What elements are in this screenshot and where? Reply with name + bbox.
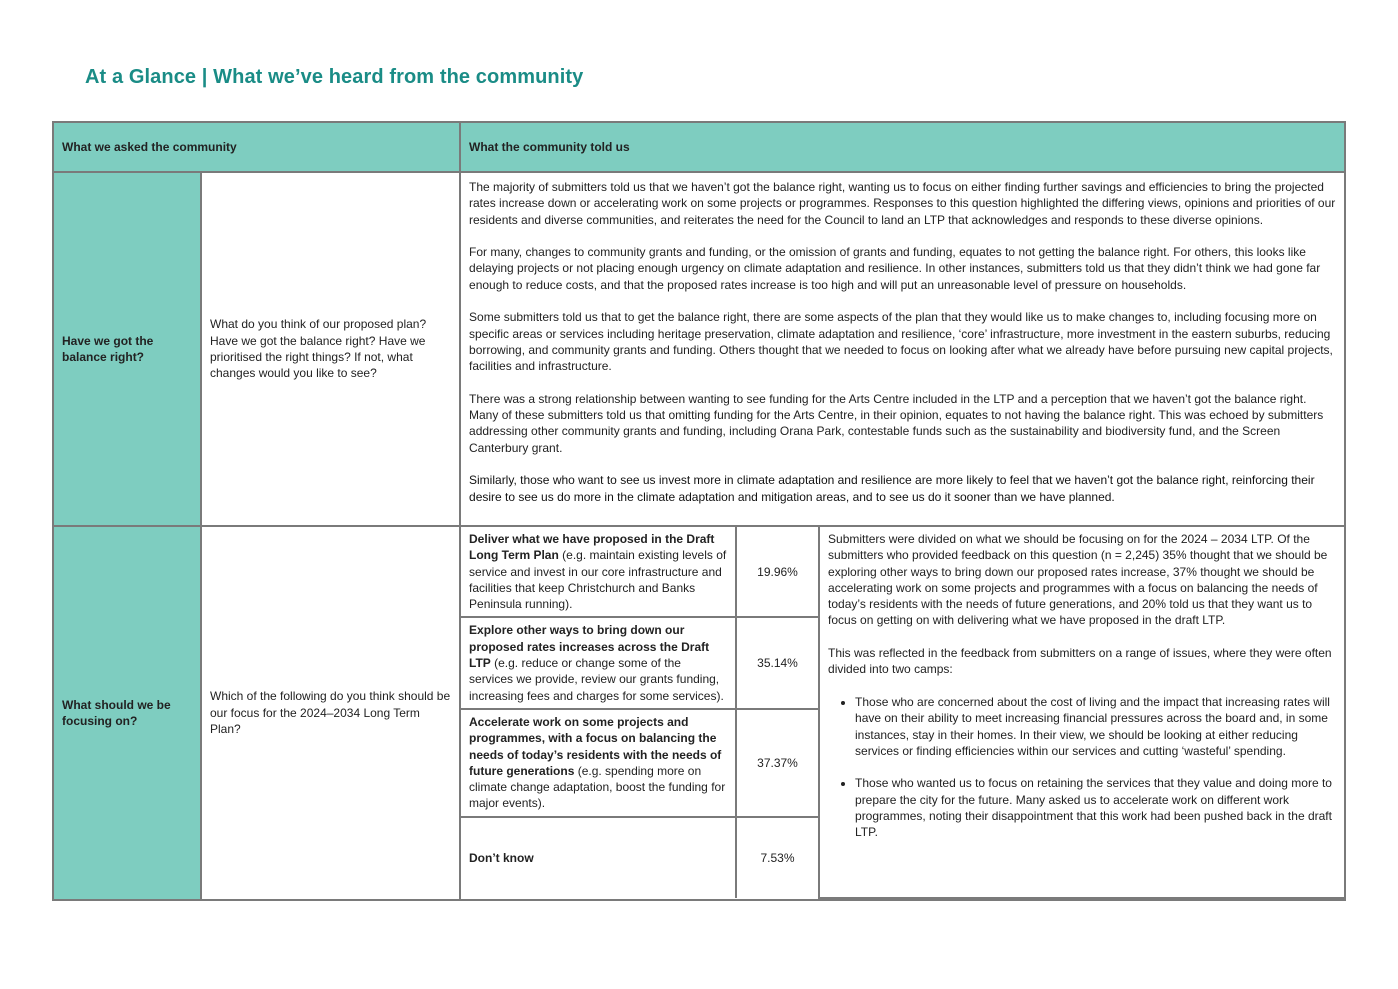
option-percent: 35.14% <box>736 617 819 708</box>
option-text <box>461 527 736 617</box>
option-text <box>461 617 736 708</box>
summary-paragraph: This was reflected in the feedback from submitters on a range of issues, where they were often divided into two camps: <box>828 646 1332 677</box>
page-title: At a Glance | What we’ve heard from the community <box>85 66 584 88</box>
option-bold: Accelerate work on some projects and programmes, with a focus on balancing the needs of today’s residents with the needs of future generations <box>469 714 722 778</box>
option-detail: (e.g. reduce or change some of the services we provide, review our grants funding, increasing fees and charges for some services). <box>469 656 724 703</box>
summary-bullet: • Those who are concerned about the cost of living and the impact that increasing rates will have on their ability to meet increasing financial pressures across the board and, in some instances, stay in their homes. In their view, we should be looking at either reducing services or finding efficiencies within our services and cutting ‘wasteful’ spending. <box>855 694 1338 759</box>
option-row <box>461 527 1346 617</box>
option-detail: (e.g. maintain existing levels of service and invest in our core infrastructure and facilities that keep Christchurch and Banks Peninsula running). <box>469 548 727 612</box>
focus-results-table <box>461 527 1346 899</box>
option-text <box>461 709 736 817</box>
focus-summary <box>819 527 1346 898</box>
answer-paragraph: Some submitters told us that to get the balance right, there are some aspects of the plan that they would like us to make changes to, including focusing more on specific areas or services including heritage preservation, climate adaptation and resilience, ‘core’ infrastructure, more investment in the eastern suburbs, reducing borrowing, and community grants and funding. Others thought that we needed to focus on looking after what we already have before pursuing new capital projects, facilities and infrastructure. <box>469 310 1333 374</box>
option-bold: Explore other ways to bring down our proposed rates increases across the Draft LTP <box>469 623 710 671</box>
option-detail: (e.g. spending more on climate change adaptation, boost the funding for major events). <box>469 763 726 811</box>
option-percent: 19.96% <box>736 527 819 617</box>
question-focus: Which of the following do you think should be our focus for the 2024–2034 Long Term Plan? <box>201 526 460 900</box>
topic-balance: Have we got the balance right? <box>53 172 201 526</box>
answer-paragraph: For many, changes to community grants and funding, or the omission of grants and funding, equates to not getting the balance right. For others, this looks like delaying projects or not placing enough urgency on climate adaptation and resilience. In other instances, submitters told us that they didn’t think we had gone far enough to reduce costs, and that the proposed rates increase is too high and will put an unreasonable level of pressure on households. <box>469 245 1321 292</box>
option-text <box>461 817 736 898</box>
option-bold: Deliver what we have proposed in the Draft Long Term Plan <box>469 532 715 563</box>
focus-results <box>460 526 1345 900</box>
answer-paragraph: There was a strong relationship between wanting to see funding for the Arts Centre included in the LTP and a perception that we haven’t got the balance right. Many of these submitters told us that omitting funding for the Arts Centre, in their opinion, equates to not having the balance right. This was echoed by submitters addressing other community grants and funding, including Orana Park, contestable funds such as the sustainability and biodiversity fund, and the Screen Canterbury grant. <box>469 391 1324 455</box>
row-focus <box>53 526 1345 900</box>
summary-list <box>828 694 1338 841</box>
answer-balance <box>460 172 1345 526</box>
community-feedback-table <box>52 121 1346 901</box>
header-asked: What we asked the community <box>53 122 460 172</box>
header-told: What the community told us <box>460 122 1345 172</box>
header-row <box>53 122 1345 172</box>
topic-focus: What should we be focusing on? <box>53 526 201 900</box>
option-percent: 7.53% <box>736 817 819 898</box>
answer-paragraph: Similarly, those who want to see us invest more in climate adaptation and resilience are more likely to feel that we haven’t got the balance right, reinforcing their desire to see us do more in the climate adaptation and mitigation areas, and to see us do it sooner than we have planned. <box>469 473 1315 504</box>
option-bold: Don’t know <box>469 850 534 865</box>
question-balance: What do you think of our proposed plan? Have we got the balance right? Have we prioritised the right things? If not, what changes would you like to see? <box>201 172 460 526</box>
summary-bullet: • Those who wanted us to focus on retaining the services that they value and doing more to prepare the city for the future. Many asked us to accelerate work on different work programmes, noting their disappointment that this work had been pushed back in the draft LTP. <box>855 775 1338 840</box>
option-percent: 37.37% <box>736 709 819 817</box>
answer-paragraph: The majority of submitters told us that we haven’t got the balance right, wanting us to focus on either finding further savings and efficiencies to bring the projected rates increase down or accelerating work on some projects or programmes. Responses to this question highlighted the differing views, opinions and priorities of our residents and diverse communities, and reiterates the need for the Council to land an LTP that acknowledges and responds to these diverse opinions. <box>469 180 1336 227</box>
row-balance <box>53 172 1345 526</box>
summary-paragraph: Submitters were divided on what we should be focusing on for the 2024 – 2034 LTP. Of the submitters who provided feedback on this question (n = 2,245) 35% thought that we should be exploring other ways to bring down our proposed rates increase, 37% thought we should be accelerating work on some projects and programmes with a focus on balancing the needs of today’s residents with the needs of future generations, and 20% told us that they want us to focus on getting on with delivering what we have proposed in the draft LTP. <box>828 532 1328 628</box>
